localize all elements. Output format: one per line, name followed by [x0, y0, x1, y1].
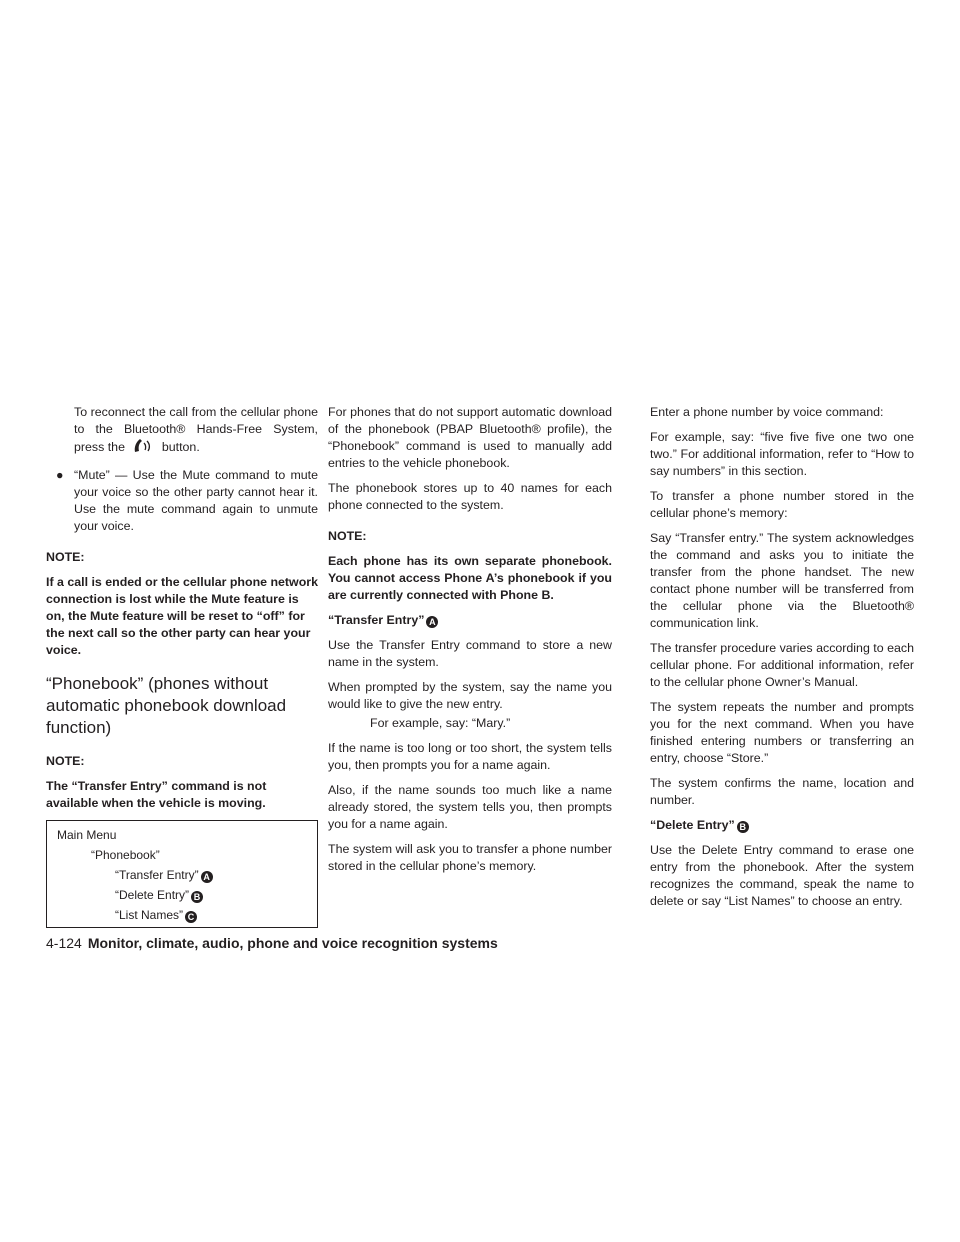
col3-p1: Enter a phone number by voice command: [650, 405, 884, 419]
menu-transfer [57, 865, 307, 885]
marker-b-icon: B [737, 821, 749, 833]
menu-list-label: “List Names” [115, 908, 184, 922]
delete-entry-label: “Delete Entry” [650, 818, 735, 832]
menu-delete-label: “Delete Entry” [115, 888, 190, 902]
delete-entry-heading [650, 817, 914, 834]
menu-tree-box [46, 820, 318, 928]
column-1 [46, 404, 318, 928]
marker-b-icon: B [191, 891, 203, 903]
marker-a-icon: A [201, 871, 213, 883]
col2-p2: The phonebook stores up to 40 names for each phone connected to the system. [328, 481, 612, 512]
col3-p6: The system repeats the number and prompts you for the next command. When you have finished entering numbers or transferring an entry, choose “Store.” [650, 700, 914, 765]
reconnect-text-a: To reconnect the call from the cellular phone to the Bluetooth® Hands-Free System, [74, 405, 318, 436]
note-text: If a call is ended or the cellular phone network connection is lost while the Mute feature is on, the Mute feature will be reset to “off” for the next call so the other party can hear your voice. [46, 575, 318, 657]
menu-list [57, 905, 307, 925]
reconnect-text-pre: press the [74, 440, 125, 454]
col2-note-text: Each phone has its own separate phonebook. You cannot access Phone A’s phonebook if you are currently connected with Phone B. [328, 554, 612, 602]
bullet-icon: ● [56, 468, 64, 482]
chapter-title: Monitor, climate, audio, phone and voice recognition systems [87, 935, 498, 951]
col3-p4: Say “Transfer entry.” The system acknowledges the command and asks you to initiate the transfer from the phone handset. The new contact phone number will be transferred from the cellular phone via the Bluetooth® communication link. [650, 531, 914, 630]
reconnect-text [46, 404, 318, 459]
transfer-entry-heading [328, 612, 612, 629]
section-heading: “Phonebook” (phones without automatic phonebook download function) [46, 674, 287, 737]
col3-p2: For example, say: “five five five one two one two.” For additional information, refer to “How to say numbers” in this section. [650, 430, 914, 478]
mute-text: “Mute” — Use the Mute command to mute your voice so the other party cannot hear it. Use the mute command again to unmute your voice. [74, 468, 318, 533]
menu-phonebook: “Phonebook” [91, 848, 160, 862]
col2-p6: Also, if the name sounds too much like a name already stored, the system tells you, then prompts you for a name again. [328, 783, 612, 831]
col2-example: For example, say: “Mary.” [370, 716, 511, 730]
menu-delete [57, 885, 307, 905]
marker-a-icon: A [426, 616, 438, 628]
marker-c-icon: C [185, 911, 197, 923]
col2-p7: The system will ask you to transfer a phone number stored in the cellular phone’s memory. [328, 842, 612, 873]
col2-p5: If the name is too long or too short, the system tells you, then prompts you for a name again. [328, 741, 612, 772]
col3-p8: Use the Delete Entry command to erase one entry from the phonebook. After the system recognizes the command, speak the name to delete or say “List Names” to choose an entry. [650, 843, 914, 908]
col3-p5: The transfer procedure varies according to each cellular phone. For additional information, refer to the cellular phone Owner’s Manual. [650, 641, 914, 689]
column-2 [328, 404, 612, 883]
menu-main: Main Menu [57, 828, 117, 842]
menu-transfer-label: “Transfer Entry” [115, 868, 199, 882]
note2-text: The “Transfer Entry” command is not available when the vehicle is moving. [46, 779, 267, 810]
transfer-entry-label: “Transfer Entry” [328, 613, 425, 627]
col2-note-label: NOTE: [328, 529, 367, 543]
page-footer [46, 934, 498, 952]
col2-p1: For phones that do not support automatic download of the phonebook (PBAP Bluetooth® profile), the “Phonebook” command is used to manually add entries to the vehicle phonebook. [328, 405, 612, 470]
page-number: 4-124 [46, 935, 82, 951]
column-3 [650, 404, 914, 918]
mute-bullet [46, 467, 318, 535]
col3-p7: The system confirms the name, location and number. [650, 776, 914, 807]
phone-hook-icon [132, 438, 154, 459]
col3-p3: To transfer a phone number stored in the cellular phone’s memory: [650, 489, 914, 520]
reconnect-text-post: button. [161, 440, 200, 454]
note2-label: NOTE: [46, 754, 85, 768]
note-label: NOTE: [46, 550, 85, 564]
col2-p3: Use the Transfer Entry command to store a new name in the system. [328, 638, 612, 669]
col2-p4: When prompted by the system, say the name you would like to give the new entry. [328, 680, 612, 711]
